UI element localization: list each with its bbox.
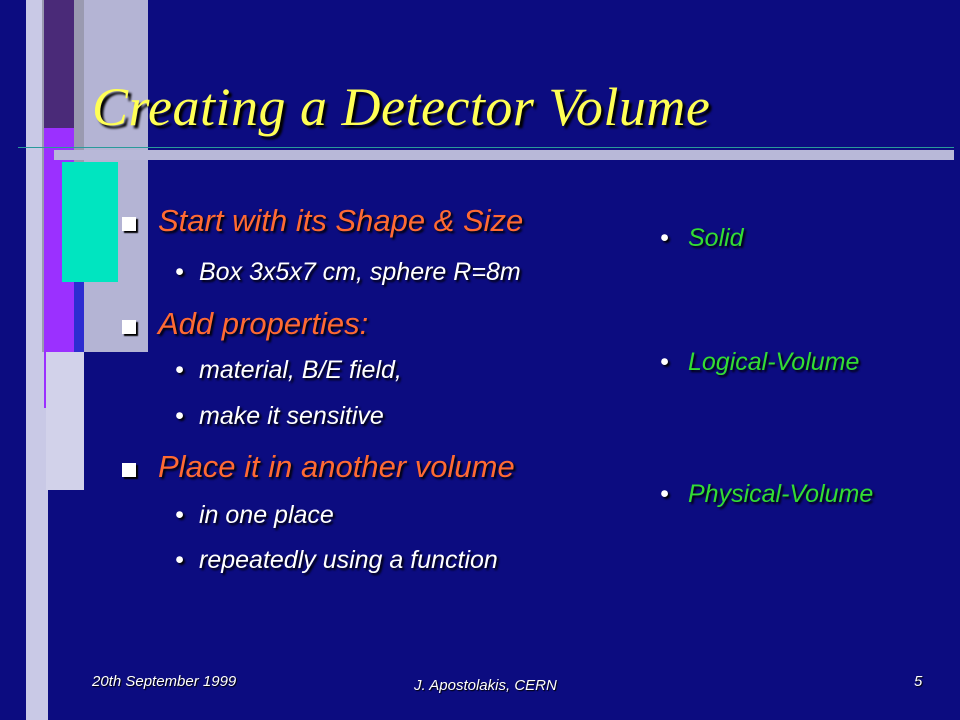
deco-bar-teal <box>62 162 118 282</box>
dot-bullet-icon: • <box>175 402 184 430</box>
sub-bullet-label: make it sensitive <box>199 402 384 430</box>
slide-title: Creating a Detector Volume <box>92 77 711 137</box>
dot-bullet-icon: • <box>175 258 184 286</box>
dot-bullet-icon: • <box>175 501 184 529</box>
dot-bullet-icon: • <box>175 356 184 384</box>
right-item-label: Logical-Volume <box>688 348 860 376</box>
footer-date: 20th September 1999 <box>92 673 237 690</box>
sub-bullet-label: material, B/E field, <box>199 356 402 384</box>
bullet-label: Start with its Shape & Size <box>158 203 524 238</box>
footer-author: J. Apostolakis, CERN <box>414 677 557 694</box>
deco-bar-light <box>46 352 84 490</box>
deco-bar-dark <box>44 0 74 128</box>
right-item-label: Solid <box>688 224 744 252</box>
dot-bullet-icon: • <box>175 546 184 574</box>
footer-page-number: 5 <box>914 673 923 690</box>
dot-bullet-icon: • <box>660 480 669 508</box>
square-bullet-icon <box>122 217 136 231</box>
sub-bullet-label: Box 3x5x7 cm, sphere R=8m <box>199 258 521 286</box>
dot-bullet-icon: • <box>660 224 669 252</box>
sub-bullet-label: repeatedly using a function <box>199 546 498 574</box>
bullet-label: Add properties: <box>158 306 369 341</box>
title-underline-bar <box>54 150 954 160</box>
square-bullet-icon <box>122 320 136 334</box>
sub-bullet-label: in one place <box>199 501 334 529</box>
bullet-label: Place it in another volume <box>158 449 515 484</box>
dot-bullet-icon: • <box>660 348 669 376</box>
deco-bar-blue-gap <box>74 282 84 352</box>
right-item-label: Physical-Volume <box>688 480 874 508</box>
title-underline-thin <box>18 147 954 148</box>
square-bullet-icon <box>122 463 136 477</box>
